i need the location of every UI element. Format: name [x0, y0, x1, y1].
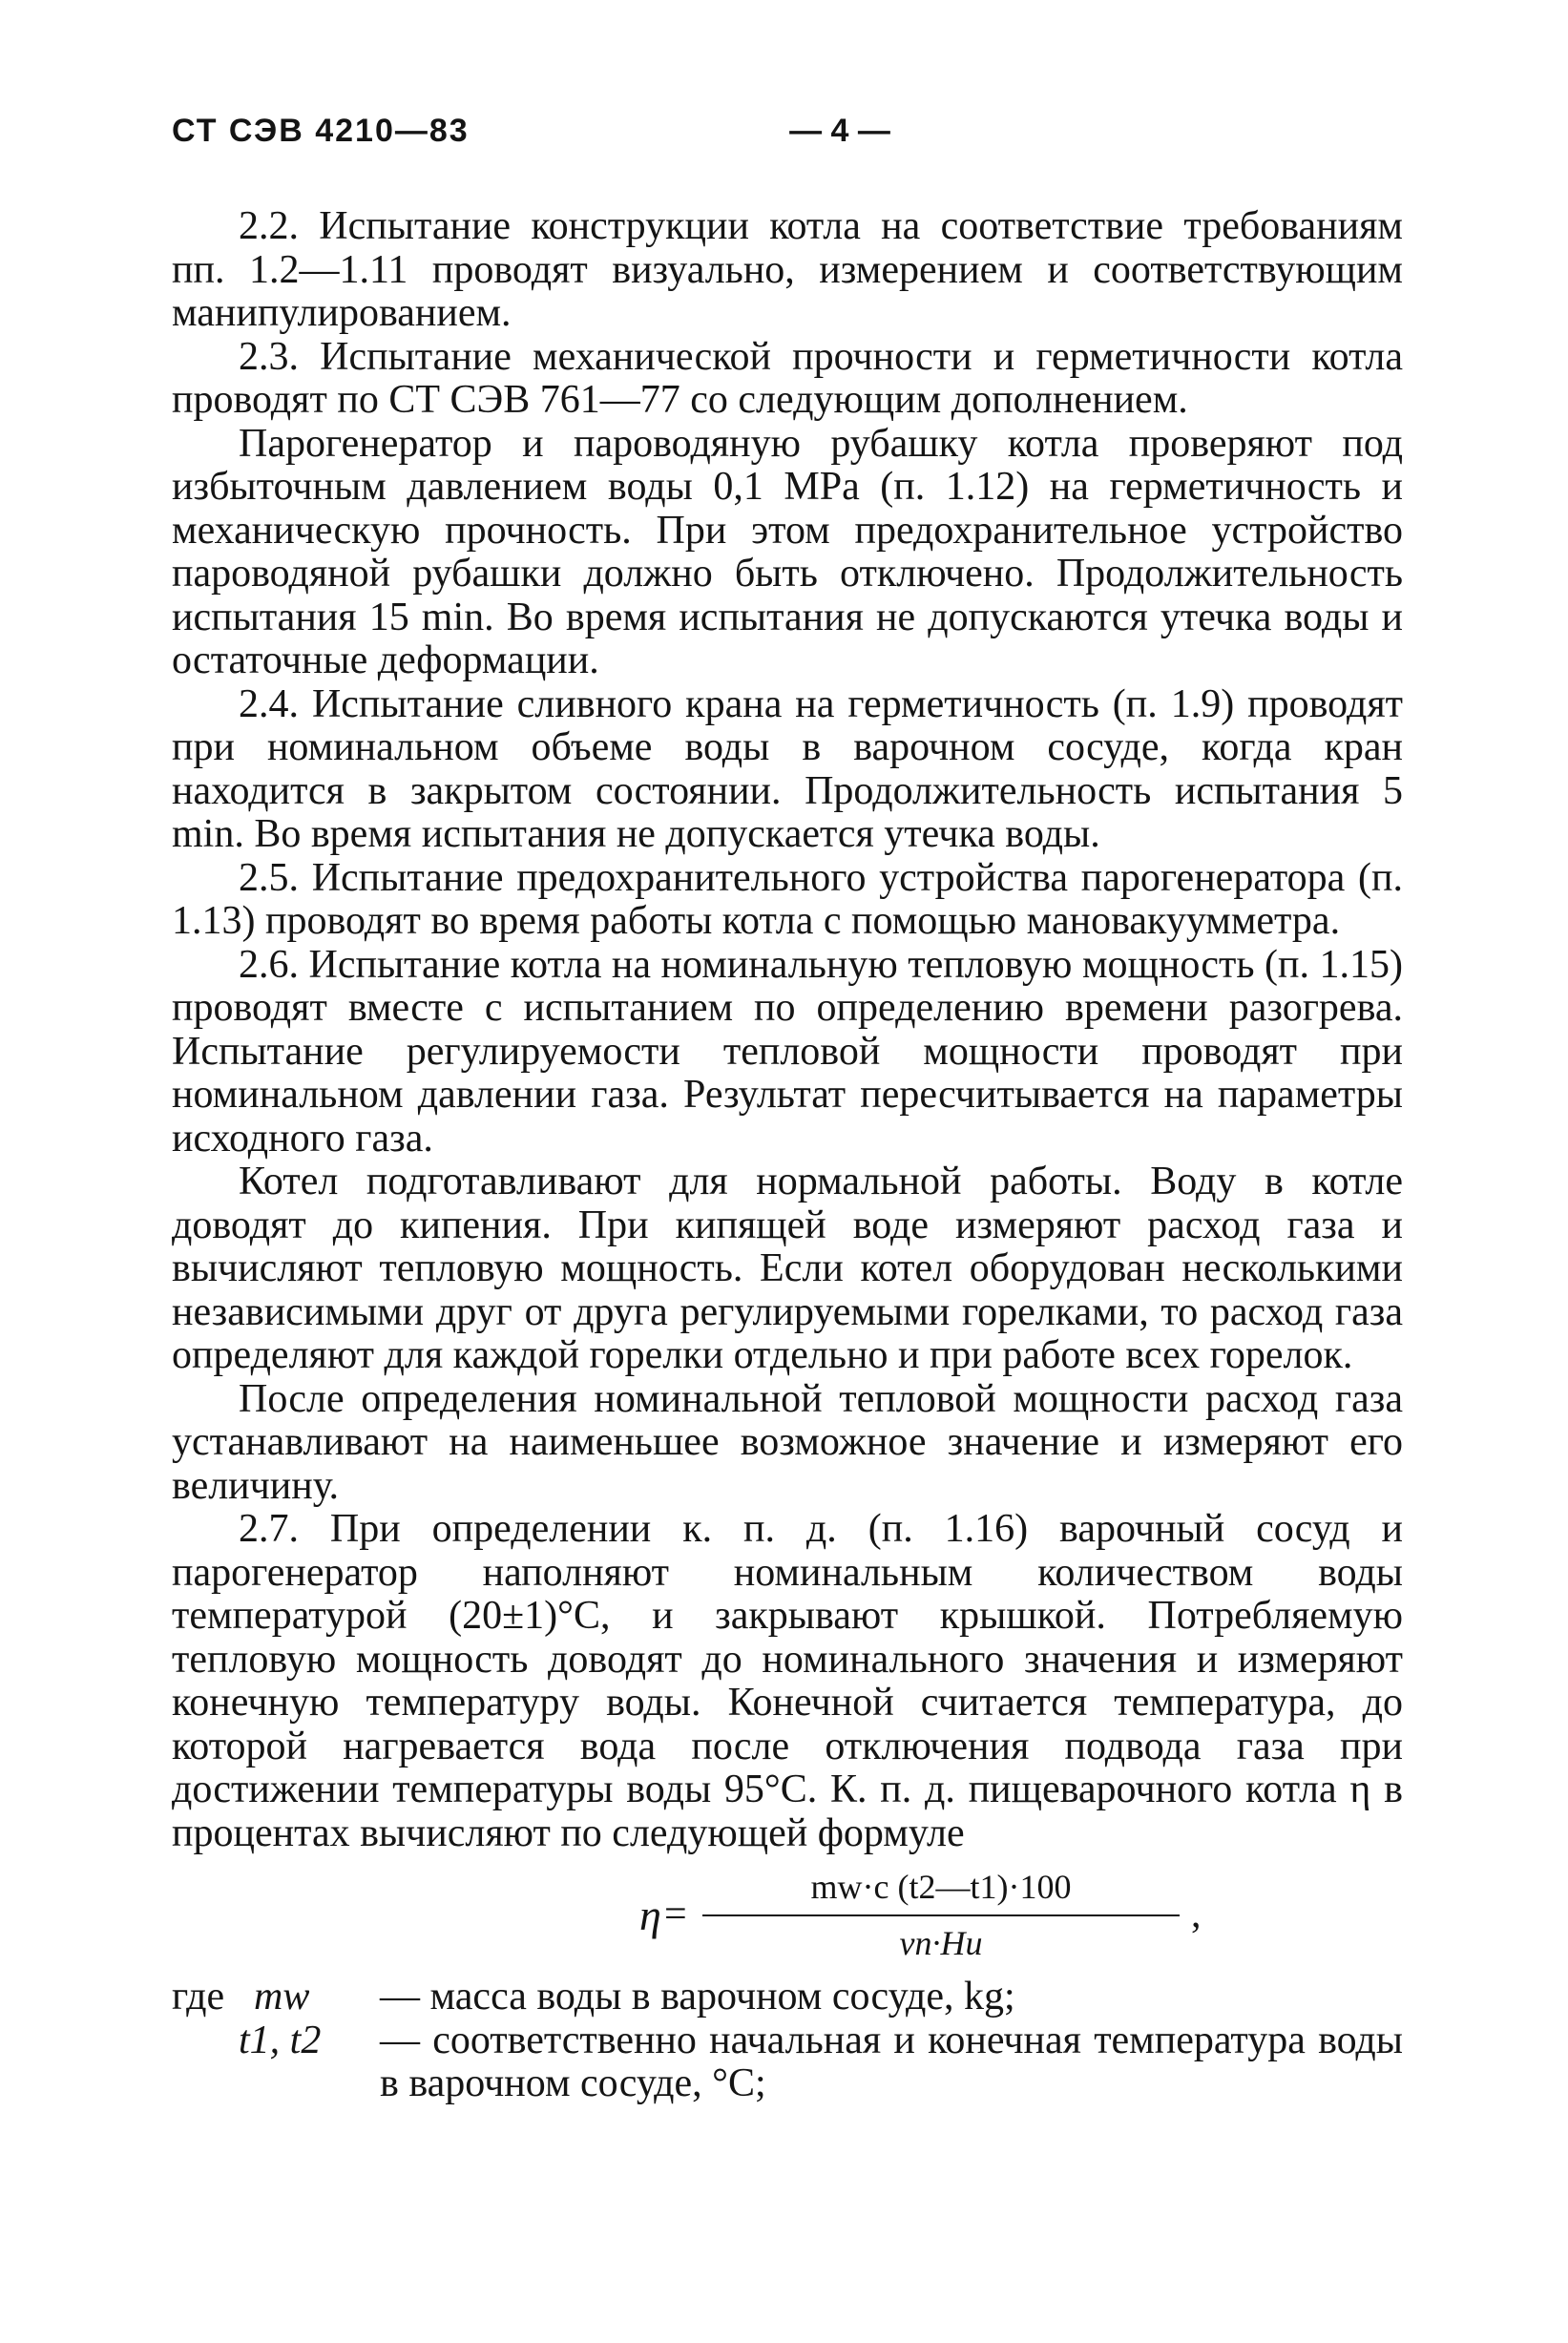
symbol-definitions — [172, 1976, 1403, 2106]
paragraph-2-2: 2.2. Испытание конструкции котла на соответствие требованиям пп. 1.2—1.11 проводят визуально, измерением и соответствующим манипулированием. — [172, 204, 1403, 335]
definition-symbol: mw — [254, 1975, 310, 2019]
formula-comma: , — [1191, 1893, 1202, 1936]
formula-denominator: vn·Hu — [899, 1924, 983, 1962]
definition-symbol: t1, t2 — [239, 2018, 322, 2062]
paragraph-2-5: 2.5. Испытание предохранительного устройства парогенератора (п. 1.13) проводят во время работы котла с помощью мановакуумметра. — [172, 855, 1403, 943]
body-text — [172, 205, 1403, 2106]
paragraph-boiler-prep: Котел подготавливают для нормальной работы. Воду в котле доводят до кипения. При кипящей воде измеряют расход газа и вычисляют тепловую мощность. Если котел оборудован несколькими независимыми друг от друга регулируемыми горелками, то расход газа определяют для каждой горелки отдельно и при работе всех горелок. — [172, 1160, 1403, 1377]
definition-text: — масса воды в варочном сосуде, kg; — [380, 1975, 1015, 2019]
paragraph-steam-generator: Парогенератор и пароводяную рубашку котла проверяют под избыточным давлением воды 0,1 MPa (п. 1.12) на герметичность и механическую прочность. При этом предохранительное устройство пароводяной рубашки должно быть отключено. Продолжительность испытания 15 min. Во время испытания не допускаются утечка воды и остаточные деформации. — [172, 421, 1403, 682]
document-code: СТ СЭВ 4210—83 — [172, 113, 470, 149]
definition-row — [172, 1976, 1403, 2019]
efficiency-formula — [172, 1865, 1403, 1972]
definition-text: — соответственно начальная и конечная температура воды в варочном сосуде, °С; — [380, 2018, 1403, 2105]
formula-numerator: mw·c (t2—t1)·100 — [810, 1868, 1072, 1906]
paragraph-2-7: 2.7. При определении к. п. д. (п. 1.16) варочный сосуд и парогенератор наполняют номинальным количеством воды температурой (20±1)°С, и закрывают крышкой. Потребляемую тепловую мощность доводят до номинального значения и измеряют конечную температуру воды. Конечной считается температура, до которой нагревается вода после отключения подвода газа при достижении температуры воды 95°С. К. п. д. пищеварочного котла η в процентах вычисляют по следующей формуле — [172, 1507, 1403, 1855]
formula-eta: η — [639, 1891, 661, 1939]
formula-fraction — [693, 1865, 1189, 1964]
fraction-bar — [702, 1914, 1180, 1916]
definition-row — [172, 2019, 1403, 2106]
paragraph-2-6: 2.6. Испытание котла на номинальную тепловую мощность (п. 1.15) проводят вместе с испытанием по определению времени разогрева. Испытание регулируемости тепловой мощности проводят при номинальном давлении газа. Результат пересчитывается на параметры исходного газа. — [172, 942, 1403, 1161]
definitions-lead: где — [172, 1975, 225, 2019]
paragraph-min-flow: После определения номинальной тепловой мощности расход газа устанавливают на наименьшее возможное значение и измеряют его величину. — [172, 1376, 1403, 1508]
page-number: — 4 — — [789, 113, 890, 149]
formula-equals: = — [664, 1893, 687, 1936]
paragraph-2-3: 2.3. Испытание механической прочности и герметичности котла проводят по СТ СЭВ 761—77 со следующим дополнением. — [172, 334, 1403, 422]
page-header — [172, 113, 1403, 170]
paragraph-2-4: 2.4. Испытание сливного крана на герметичность (п. 1.9) проводят при номинальном объеме воды в варочном сосуде, когда кран находится в закрытом состоянии. Продолжительность испытания 5 min. Во время испытания не допускается утечка воды. — [172, 681, 1403, 856]
